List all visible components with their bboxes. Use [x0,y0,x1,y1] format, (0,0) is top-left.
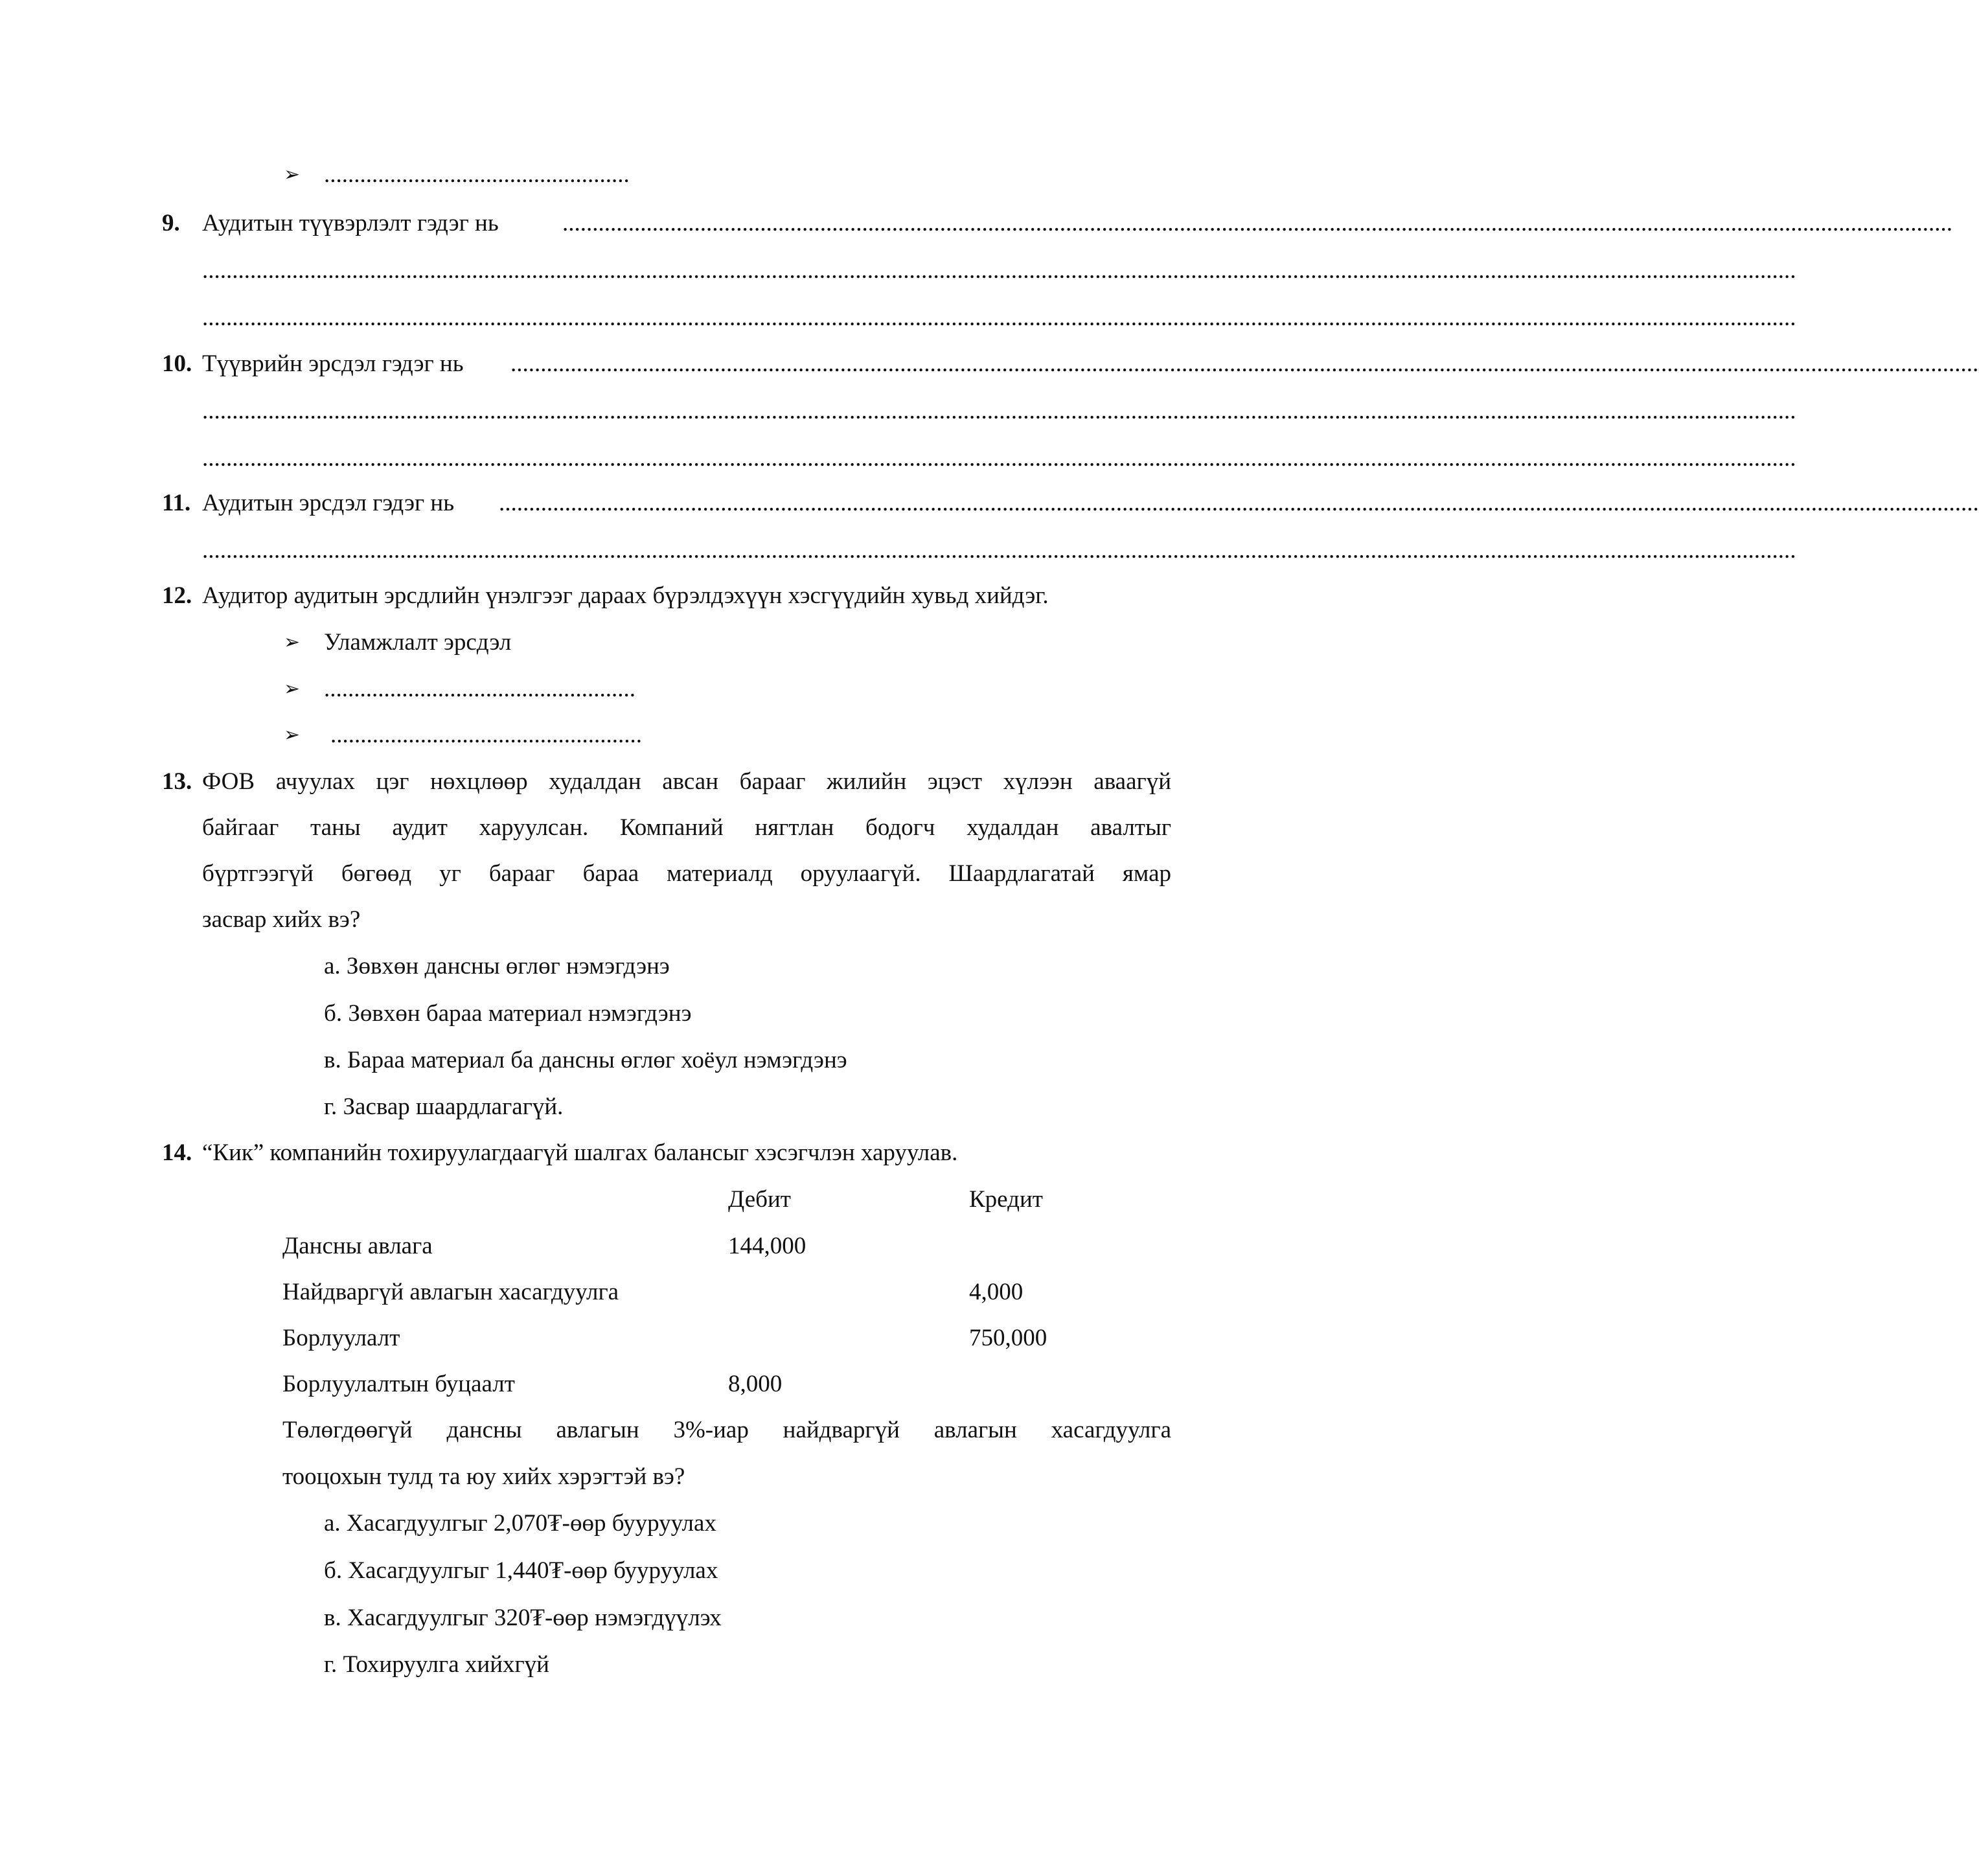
table-row-label: Дансны авлага [282,1233,433,1259]
answer-blank: ................................................... [324,161,630,188]
answer-option-c[interactable]: в. Хасагдуулгыг 320₮-өөр нэмэгдүүлэх [324,1605,722,1631]
table-row-label: Борлуулалтын буцаалт [282,1371,515,1397]
answer-option-b[interactable]: б. Хасагдуулгыг 1,440₮-өөр бууруулах [324,1557,718,1584]
answer-blank: .......................................................................................................................................................................................................................................................................... [202,537,1796,564]
table-row-debit: 8,000 [728,1371,783,1397]
credit-header: Кредит [969,1186,1043,1213]
question-text: “Кик” компанийн тохируулагдаагүй шалгах балансыг хэсэгчлэн харуулав. [202,1139,958,1166]
table-row-credit: 750,000 [969,1325,1047,1351]
arrow-bullet-icon: ➢ [284,678,301,700]
answer-blank: .......................................................................................................................................................................................................................................................................... [202,398,1796,424]
question-text-line: тооцохын тулд та юу хийх хэрэгтэй вэ? [282,1463,685,1490]
table-row-label: Борлуулалт [282,1325,400,1351]
table-row-debit: 144,000 [728,1233,806,1259]
question-number: 14. [162,1139,192,1166]
question-number: 13. [162,768,192,795]
answer-blank: ..................................................................................................................................................................................................................................................... [510,350,1979,377]
answer-blank: ....................................................................................................................................................................................................................................................... [499,490,1979,516]
question-text: Аудитын түүвэрлэлт гэдэг нь [202,210,499,236]
question-number: 11. [162,490,191,516]
arrow-bullet-icon: ➢ [284,724,301,746]
answer-option-d[interactable]: г. Тохируулга хийхгүй [324,1651,549,1678]
question-number: 12. [162,582,192,609]
answer-blank: .................................................... [324,676,635,702]
answer-blank: .......................................................................................................................................................................................................................................................................... [202,445,1796,472]
bullet-item: Уламжлалт эрсдэл [324,629,512,656]
question-text: Аудитор аудитын эрсдлийн үнэлгээг дараах бүрэлдэхүүн хэсгүүдийн хувьд хийдэг. [202,582,1049,609]
question-text-line: Төлөгдөөгүй дансны авлагын 3%-иар найдваргүй авлагын хасагдуулга [282,1417,1171,1443]
answer-blank: .......................................................................................................................................................................................................................................................................... [202,257,1796,284]
arrow-bullet-icon: ➢ [284,631,301,654]
answer-blank: .................................................... [330,722,642,748]
answer-option-a[interactable]: а. Зөвхөн дансны өглөг нэмэгдэнэ [324,953,670,979]
answer-option-b[interactable]: б. Зөвхөн бараа материал нэмэгдэнэ [324,1000,692,1027]
arrow-bullet-icon: ➢ [284,163,301,186]
table-row-label: Найдваргүй авлагын хасагдуулга [282,1279,619,1305]
answer-option-a[interactable]: а. Хасагдуулгыг 2,070₮-өөр бууруулах [324,1510,716,1537]
question-number: 9. [162,210,180,236]
answer-option-c[interactable]: в. Бараа материал ба дансны өглөг хоёул нэмэгдэнэ [324,1047,847,1073]
table-row-credit: 4,000 [969,1279,1024,1305]
question-text-line: ФОВ ачуулах цэг нөхцлөөр худалдан авсан барааг жилийн эцэст хүлээн аваагүй [202,768,1171,795]
answer-blank: .......................................................................................................................................................................................................................................................................... [202,304,1796,331]
answer-option-d[interactable]: г. Засвар шаардлагагүй. [324,1093,564,1120]
question-text: Аудитын эрсдэл гэдэг нь [202,490,455,516]
answer-blank: ........................................................................................................................................................................................................................................ [562,210,1952,236]
debit-header: Дебит [728,1186,791,1213]
question-text-line: засвар хийх вэ? [202,906,361,933]
question-text: Түүврийн эрсдэл гэдэг нь [202,350,464,377]
question-text-line: бүртгээгүй бөгөөд уг барааг бараа материалд оруулаагүй. Шаардлагатай ямар [202,860,1171,887]
question-number: 10. [162,350,192,377]
question-text-line: байгааг таны аудит харуулсан. Компаний нягтлан бодогч худалдан авалтыг [202,814,1171,841]
